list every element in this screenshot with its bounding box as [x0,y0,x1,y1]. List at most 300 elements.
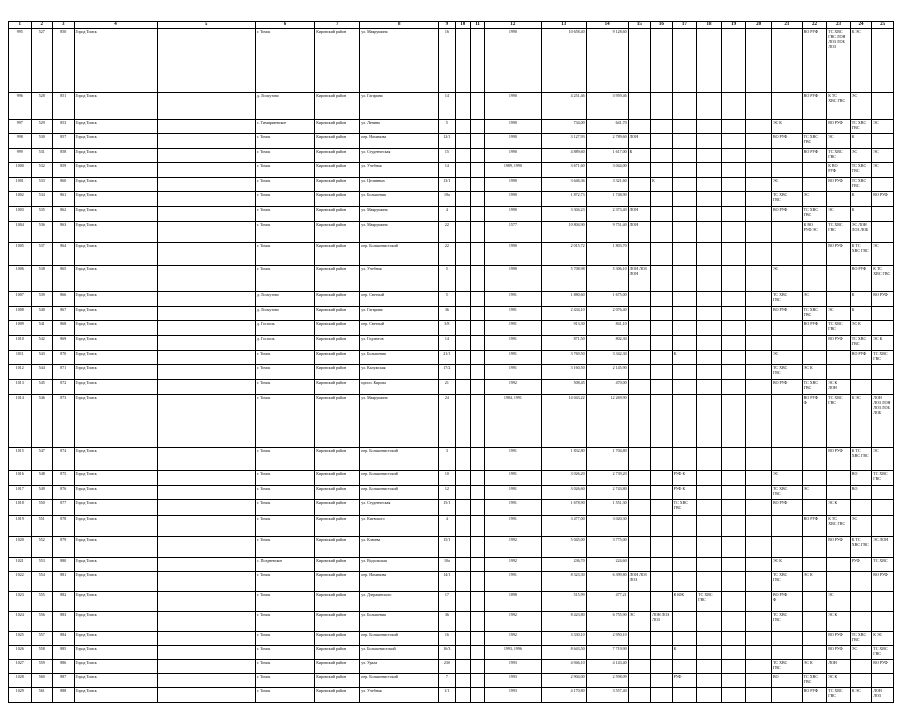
table-cell [157,178,255,192]
table-cell [455,192,470,207]
table-cell: 16/3 [439,646,455,660]
table-cell [771,537,802,558]
column-number: 25 [872,22,894,29]
table-cell [651,207,673,222]
table-cell [771,29,802,93]
table-cell: 1991 [485,516,541,537]
table-cell [455,351,470,365]
table-cell: 1005 [9,243,32,266]
table-cell [746,646,772,660]
table-cell: ул. Большевик [360,351,439,365]
table-cell: ТС ХВС ГВС [872,351,894,365]
table-cell [628,660,651,674]
table-cell: 1993, 1996 [485,646,541,660]
table-cell: 5 [439,292,455,307]
table-cell [470,243,484,266]
table-cell: 3 775,00 [586,537,628,558]
table-cell [721,93,746,120]
table-cell: 6 399,80 [586,572,628,592]
table-cell [746,120,772,134]
table-cell: 1991 [485,448,541,471]
table-cell: Город Томск [74,592,157,612]
table-cell: 551 [31,516,53,537]
table-cell [721,266,746,292]
table-row [9,688,894,703]
table-cell: ул. Киевского [360,516,439,537]
table-row [9,471,894,486]
table-cell: К [672,646,697,660]
table-cell: ЛОН [827,660,851,674]
table-cell [651,192,673,207]
table-cell: 4 170,80 [541,688,586,703]
table-cell: Город Томск [74,646,157,660]
table-cell: К ВО РУФ ЭС [802,222,827,243]
table-cell [628,395,651,448]
table-cell [628,292,651,307]
table-cell [651,688,673,703]
table-cell [157,471,255,486]
table-cell: 543 [31,351,53,365]
table-cell [470,558,484,572]
table-cell [455,207,470,222]
table-cell: Кировский район [315,380,360,395]
table-cell: 224,60 [586,558,628,572]
table-cell [470,149,484,163]
table-cell: 548 [31,471,53,486]
table-cell: ВО РУФ [850,266,872,292]
table-cell [746,93,772,120]
table-cell [470,646,484,660]
table-cell [721,516,746,537]
table-cell [651,471,673,486]
table-cell [746,380,772,395]
table-cell: 870 [53,351,75,365]
table-cell: ЭС ЛОН ЛОЗ ЛОБ [850,222,872,243]
table-cell: 1003 [9,207,32,222]
table-cell [651,292,673,307]
table-cell: пер. Большевистский [360,471,439,486]
table-cell: 1023 [9,592,32,612]
table-cell: К ВО РУФ [827,163,851,178]
table-cell [802,537,827,558]
table-cell: 542 [31,336,53,351]
table-cell [455,222,470,243]
table-row [9,537,894,558]
table-cell [455,93,470,120]
table-cell [455,660,470,674]
table-cell [157,448,255,471]
table-cell: 996 [9,93,32,120]
table-cell [771,395,802,448]
table-cell [651,307,673,321]
table-cell [697,149,722,163]
table-cell: ЛОН ЛОЗ ЛОЗ [628,572,651,592]
table-cell [628,192,651,207]
table-cell [672,558,697,572]
table-cell: 3 769,50 [541,351,586,365]
table-cell: 999 [9,149,32,163]
table-cell [802,646,827,660]
table-cell [802,612,827,632]
table-cell [746,395,772,448]
table-cell: Кировский район [315,612,360,632]
table-cell: 10а [439,558,455,572]
table-cell: 12 269,90 [586,395,628,448]
table-cell: ЭС ЛОН [872,537,894,558]
table-cell [651,163,673,178]
table-cell: 19а [439,192,455,207]
table-cell: 554 [31,572,53,592]
table-cell: 4 251,46 [541,93,586,120]
table-cell: ТС ХВС ГВС [802,307,827,321]
table-row [9,516,894,537]
table-cell: ЭС [827,134,851,149]
table-cell: К ТС ХВС ГВС [850,243,872,266]
table-cell: ул. Учебная [360,688,439,703]
table-cell: просп. Кирова [360,380,439,395]
table-cell: 1022 [9,572,32,592]
table-cell: 913,30 [541,321,586,336]
table-cell [802,558,827,572]
table-cell: Город Томск [74,292,157,307]
table-cell [746,134,772,149]
table-row [9,380,894,395]
table-cell [672,93,697,120]
table-cell [827,292,851,307]
table-cell: 861 [53,192,75,207]
table-cell: ВО РУФ [850,351,872,365]
table-cell [827,471,851,486]
table-cell: ЛОН ЛОЗ ЛОЗ [651,612,673,632]
table-cell [697,307,722,321]
table-cell [470,192,484,207]
table-cell: г. Томск [255,646,314,660]
table-cell: ЛОН ЛОЗ ЛОН ЛОЗ ЛОБ ЛОБ [872,395,894,448]
table-cell: К [850,307,872,321]
table-cell: ВО РУФ [771,500,802,516]
table-cell: ЭС [872,448,894,471]
column-number: 10 [455,22,470,29]
table-cell [628,120,651,134]
table-cell [771,646,802,660]
table-cell: 2 015,72 [541,243,586,266]
table-cell [697,471,722,486]
table-cell: 10 [439,471,455,486]
table-cell: 3/8 [439,321,455,336]
table-cell: 16 [439,29,455,93]
table-cell [157,646,255,660]
table-cell: 884 [53,632,75,646]
table-cell [157,537,255,558]
table-cell [672,307,697,321]
table-row [9,365,894,380]
table-cell: ТС ХВС ГВС [872,646,894,660]
table-cell: 14 [439,336,455,351]
table-cell [628,674,651,688]
table-cell: пер. Большевистский [360,632,439,646]
table-cell [746,266,772,292]
table-cell [746,207,772,222]
table-cell [850,380,872,395]
table-row [9,178,894,192]
table-cell: 15/1 [439,500,455,516]
table-row [9,243,894,266]
table-cell [771,688,802,703]
column-number: 19 [721,22,746,29]
table-cell [721,178,746,192]
table-cell: 1/1 [439,688,455,703]
table-cell [157,612,255,632]
table-cell: г. Томск [255,486,314,500]
table-cell: 537 [31,243,53,266]
table-cell: 1015 [9,448,32,471]
table-cell: Город Томск [74,537,157,558]
table-cell: ТС ХВС ГВС [802,134,827,149]
table-cell [802,120,827,134]
table-row [9,192,894,207]
table-cell [721,537,746,558]
table-cell: РУФ [672,674,697,688]
table-cell [771,448,802,471]
table-cell: 21 [439,380,455,395]
table-cell [157,336,255,351]
table-cell: 1029 [9,688,32,703]
table-cell [628,178,651,192]
table-cell [697,395,722,448]
table-row [9,149,894,163]
table-cell: 860 [53,178,75,192]
table-cell [697,163,722,178]
table-cell: 1 880,60 [541,292,586,307]
table-cell [651,365,673,380]
table-cell: Кировский район [315,486,360,500]
table-cell: ТС ХВС ГВС [771,612,802,632]
table-cell: г. Томск [255,163,314,178]
table-cell: 3 044,00 [586,163,628,178]
table-cell [746,243,772,266]
table-cell: ЭС [802,292,827,307]
table-cell: Город Томск [74,321,157,336]
table-cell: 865 [53,266,75,292]
table-cell [672,222,697,243]
table-cell: 1990 [485,29,541,93]
table-cell: 527 [31,29,53,93]
table-row [9,336,894,351]
table-cell [455,448,470,471]
table-cell [470,365,484,380]
table-cell: 1993 [485,688,541,703]
table-cell: 857 [53,134,75,149]
table-cell [628,537,651,558]
table-cell: 36 [439,612,455,632]
table-cell: Кировский район [315,134,360,149]
table-cell: ТС ХВС ГВС [802,207,827,222]
table-cell [721,134,746,149]
table-cell [672,688,697,703]
table-cell: г. Томск [255,537,314,558]
table-cell [721,243,746,266]
table-cell: г. Томск [255,500,314,516]
table-cell: Город Томск [74,471,157,486]
table-cell: Город Томск [74,178,157,192]
table-cell [802,336,827,351]
table-cell [802,243,827,266]
table-cell [697,336,722,351]
table-cell: 1991 [485,336,541,351]
table-cell [157,365,255,380]
table-cell: 1577 [485,222,541,243]
table-cell: 1990 [485,207,541,222]
table-cell [455,471,470,486]
table-cell: 24 [439,395,455,448]
table-cell: 5 [439,120,455,134]
table-cell: ТС ХВС ГВС [771,192,802,207]
table-cell [628,243,651,266]
table-cell: Кировский район [315,572,360,592]
table-cell [697,646,722,660]
table-cell: 12 [439,486,455,500]
table-cell [628,380,651,395]
table-cell [651,93,673,120]
table-cell: ТС ХВС ГВС [827,321,851,336]
table-cell: Город Томск [74,572,157,592]
table-cell [697,192,722,207]
table-cell: 515,99 [541,592,586,612]
table-cell: 4 946,10 [541,660,586,674]
table-cell: ТС ХВС ГВС [771,572,802,592]
table-row [9,632,894,646]
table-cell [721,380,746,395]
table-cell [746,222,772,243]
table-cell: ул. Калужская [360,365,439,380]
table-cell: ТС ХВС ГВС [850,163,872,178]
table-cell: ул. Целинных [360,178,439,192]
table-cell: 1008 [9,307,32,321]
table-cell: 802,30 [586,336,628,351]
table-cell [455,336,470,351]
table-cell: 3 671,60 [541,163,586,178]
table-cell [697,500,722,516]
table-cell [672,660,697,674]
table-cell: ВО РУФ [771,134,802,149]
table-cell: г. Томск [255,29,314,93]
table-cell: Кировский район [315,632,360,646]
table-cell [455,632,470,646]
table-cell [470,266,484,292]
table-cell: К ЭС [872,632,894,646]
table-cell: ЭС [872,163,894,178]
column-number: 12 [485,22,541,29]
table-cell [628,558,651,572]
table-cell: ЭС [827,307,851,321]
table-cell: 553 [31,558,53,572]
table-cell [721,163,746,178]
table-cell: 557 [31,632,53,646]
header-row [9,22,894,29]
table-cell [746,365,772,380]
table-cell: 547 [31,448,53,471]
table-cell [628,592,651,612]
table-cell [157,516,255,537]
table-cell: 2 373,40 [586,207,628,222]
table-cell [455,120,470,134]
table-cell [721,307,746,321]
table-cell [697,537,722,558]
column-number: 13 [541,22,586,29]
table-cell [746,516,772,537]
table-cell: 1016 [9,471,32,486]
table-cell: 2 789,60 [586,134,628,149]
table-cell: 530 [31,134,53,149]
table-cell [697,266,722,292]
table-cell [455,243,470,266]
table-cell [455,134,470,149]
table-cell: К ЭС [850,395,872,448]
table-cell: ТС ХВС ГВС [850,336,872,351]
table-cell [672,632,697,646]
table-row [9,207,894,222]
table-cell: К ЭС [850,688,872,703]
table-cell: ЭС [872,149,894,163]
table-cell: д. Госполь [255,336,314,351]
table-cell [470,688,484,703]
table-cell: Кировский район [315,93,360,120]
table-cell [802,592,827,612]
table-cell: ТС ХВС ГВС [827,688,851,703]
table-cell [746,163,772,178]
table-cell [672,178,697,192]
table-cell: 887 [53,674,75,688]
table-cell [157,660,255,674]
table-cell: г. Томск [255,266,314,292]
table-cell [470,307,484,321]
table-cell [455,500,470,516]
column-number: 17 [672,22,697,29]
column-number: 4 [74,22,157,29]
table-cell [157,558,255,572]
table-cell: ЭС [802,192,827,207]
table-cell: 14 043,22 [541,395,586,448]
table-cell: ВО РУФ [771,380,802,395]
table-cell [872,592,894,612]
table-cell: ЭС К ЛОН [827,380,851,395]
table-cell: ВО РУФ [872,292,894,307]
table-cell: 3 026,60 [541,486,586,500]
column-number: 24 [850,22,872,29]
table-cell: 877 [53,500,75,516]
table-cell: ВО РУФ Ф [771,592,802,612]
column-number: 23 [827,22,851,29]
table-cell [850,572,872,592]
table-cell: ТС ХВС ГВС [850,120,872,134]
table-cell [157,207,255,222]
table-cell [455,537,470,558]
table-row [9,321,894,336]
table-cell: г. Томск [255,660,314,674]
table-cell [470,120,484,134]
table-cell [697,448,722,471]
table-cell: ул. Дзержинского [360,592,439,612]
table-cell: ТС ХВС ГВС [672,500,697,516]
table-cell: 1993 [485,674,541,688]
table-cell: 851 [53,93,75,120]
table-cell [771,163,802,178]
table-cell [628,632,651,646]
table-cell [455,592,470,612]
table-cell: 1011 [9,351,32,365]
table-cell [697,674,722,688]
table-cell: К ТС ХВС ГВС [827,516,851,537]
